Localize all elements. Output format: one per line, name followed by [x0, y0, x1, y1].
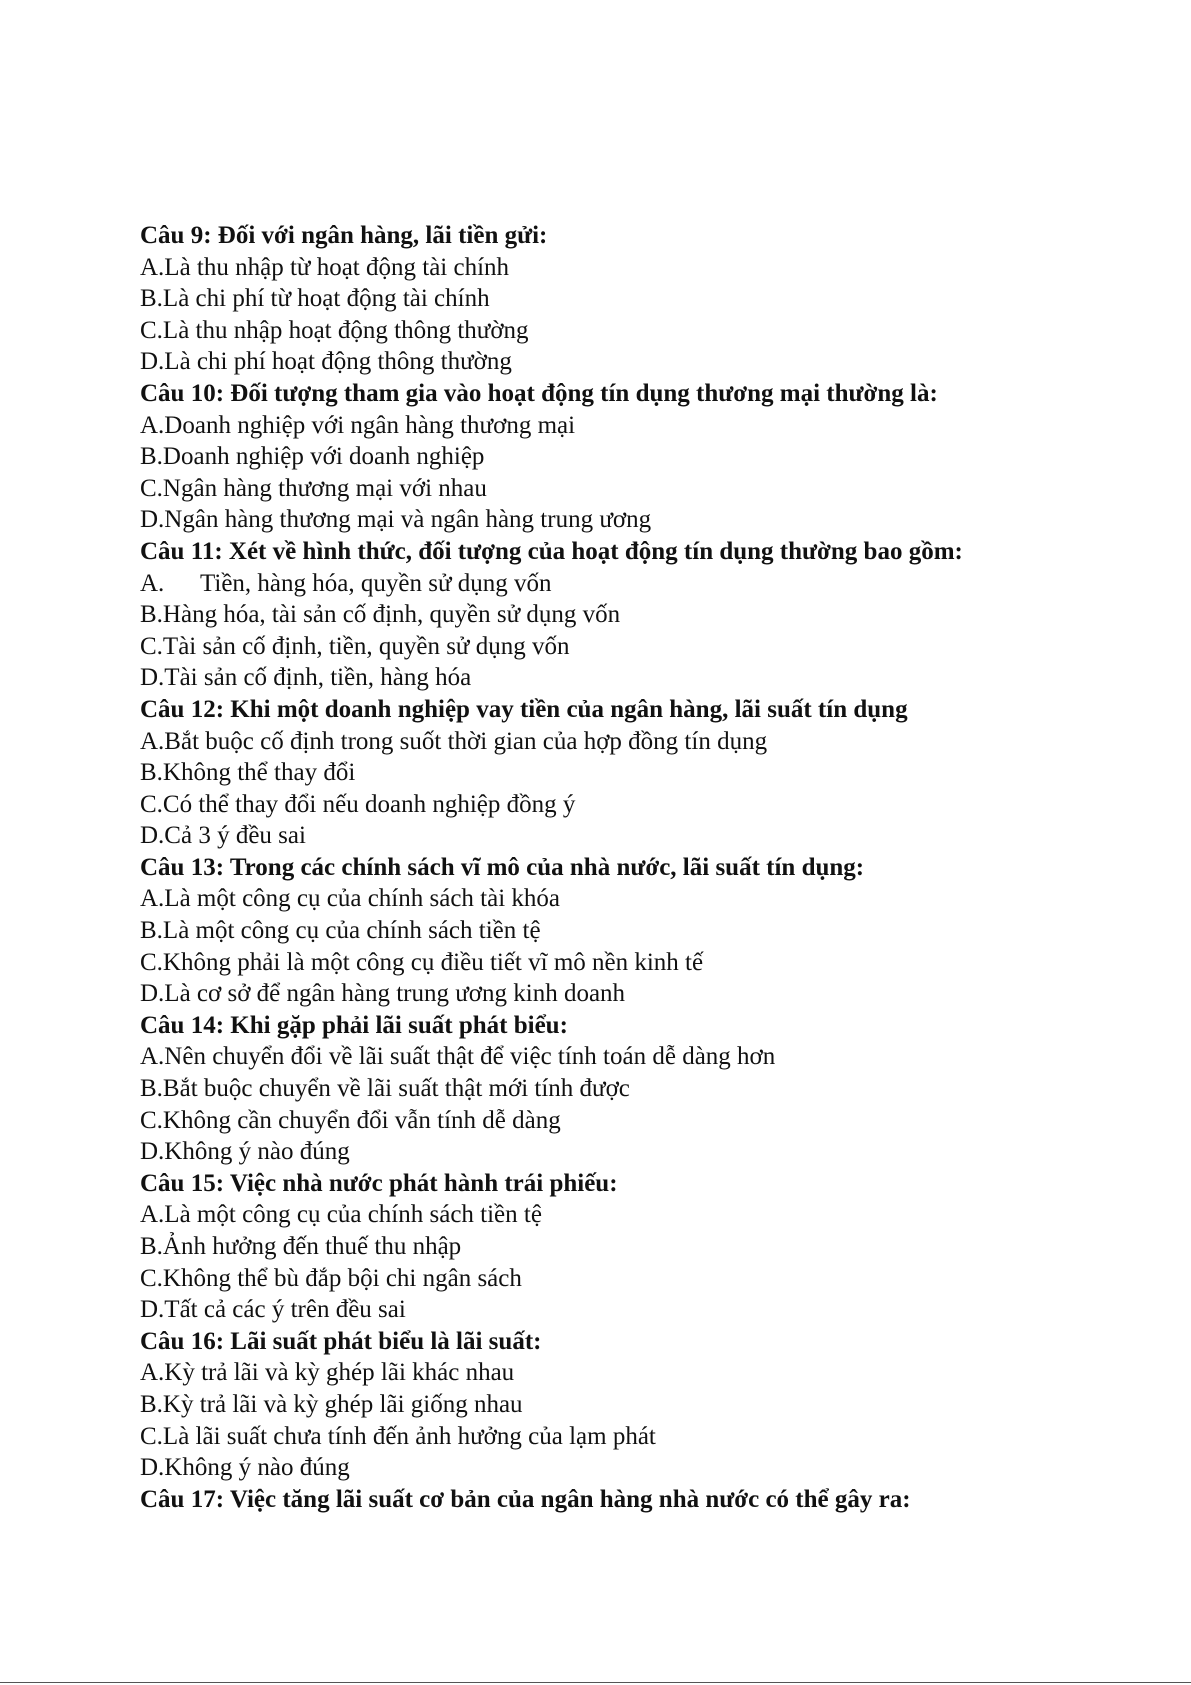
question-10-option-c: C.Ngân hàng thương mại với nhau: [140, 474, 487, 502]
question-12-option-d: D.Cả 3 ý đều sai: [140, 822, 306, 850]
question-15-option-d: D.Tất cả các ý trên đều sai: [140, 1296, 406, 1324]
question-13-option-b: B.Là một công cụ của chính sách tiền tệ: [140, 917, 541, 945]
question-16-option-b: B.Kỳ trả lãi và kỳ ghép lãi giống nhau: [140, 1390, 523, 1418]
question-10-option-b: B.Doanh nghiệp với doanh nghiệp: [140, 443, 485, 471]
question-11-option-a-letter: A.: [140, 569, 165, 597]
question-15-option-c: C.Không thể bù đắp bội chi ngân sách: [140, 1264, 522, 1292]
question-14-option-a: A.Nên chuyển đổi về lãi suất thật để việc tính toán dễ dàng hơn: [140, 1043, 776, 1071]
question-13-option-a: A.Là một công cụ của chính sách tài khóa: [140, 885, 560, 913]
question-12-option-b: B.Không thể thay đổi: [140, 759, 356, 787]
question-10-title: Câu 10: Đối tượng tham gia vào hoạt động tín dụng thương mại thường là:: [140, 379, 938, 407]
question-12-title: Câu 12: Khi một doanh nghiệp vay tiền của ngân hàng, lãi suất tín dụng: [140, 695, 908, 723]
question-15-title: Câu 15: Việc nhà nước phát hành trái phiếu:: [140, 1169, 618, 1197]
question-14-option-d: D.Không ý nào đúng: [140, 1138, 350, 1166]
question-15-option-a: A.Là một công cụ của chính sách tiền tệ: [140, 1201, 542, 1229]
question-11-option-d: D.Tài sản cố định, tiền, hàng hóa: [140, 664, 472, 692]
question-11-title: Câu 11: Xét về hình thức, đối tượng của hoạt động tín dụng thường bao gồm:: [140, 537, 963, 565]
question-9-option-d: D.Là chi phí hoạt động thông thường: [140, 348, 512, 376]
question-10-option-d: D.Ngân hàng thương mại và ngân hàng trung ương: [140, 506, 652, 534]
question-17-title: Câu 17: Việc tăng lãi suất cơ bản của ngân hàng nhà nước có thể gây ra:: [140, 1485, 911, 1513]
question-16-title: Câu 16: Lãi suất phát biểu là lãi suất:: [140, 1327, 542, 1355]
question-11-option-c: C.Tài sản cố định, tiền, quyền sử dụng vốn: [140, 632, 570, 660]
question-14-option-b: B.Bắt buộc chuyển về lãi suất thật mới tính được: [140, 1075, 630, 1103]
page-bottom-divider: [0, 1682, 1191, 1683]
question-13-option-c: C.Không phải là một công cụ điều tiết vĩ mô nền kinh tế: [140, 948, 704, 976]
question-12-option-a: A.Bắt buộc cố định trong suốt thời gian của hợp đồng tín dụng: [140, 727, 768, 755]
question-9-option-c: C.Là thu nhập hoạt động thông thường: [140, 316, 529, 344]
question-14-option-c: C.Không cần chuyển đổi vẫn tính dễ dàng: [140, 1106, 561, 1134]
question-16-option-d: D.Không ý nào đúng: [140, 1454, 350, 1482]
question-11-option-a-text: Tiền, hàng hóa, quyền sử dụng vốn: [200, 569, 552, 597]
question-11-option-a: [140, 568, 1140, 600]
question-11-option-b: B.Hàng hóa, tài sản cố định, quyền sử dụng vốn: [140, 601, 621, 629]
question-16-option-a: A.Kỳ trả lãi và kỳ ghép lãi khác nhau: [140, 1359, 515, 1387]
question-9-option-a: A.Là thu nhập từ hoạt động tài chính: [140, 253, 510, 281]
question-9-title: Câu 9: Đối với ngân hàng, lãi tiền gửi:: [140, 222, 548, 249]
question-14-title: Câu 14: Khi gặp phải lãi suất phát biểu:: [140, 1011, 568, 1039]
question-10-option-a: A.Doanh nghiệp với ngân hàng thương mại: [140, 411, 576, 439]
question-list: [140, 220, 1140, 1515]
question-9-option-b: B.Là chi phí từ hoạt động tài chính: [140, 285, 490, 313]
question-13-option-d: D.Là cơ sở để ngân hàng trung ương kinh doanh: [140, 980, 626, 1008]
question-12-option-c: C.Có thể thay đổi nếu doanh nghiệp đồng ý: [140, 790, 576, 818]
question-16-option-c: C.Là lãi suất chưa tính đến ảnh hưởng của lạm phát: [140, 1422, 656, 1450]
question-15-option-b: B.Ảnh hưởng đến thuế thu nhập: [140, 1233, 462, 1260]
question-13-title: Câu 13: Trong các chính sách vĩ mô của nhà nước, lãi suất tín dụng:: [140, 853, 865, 881]
